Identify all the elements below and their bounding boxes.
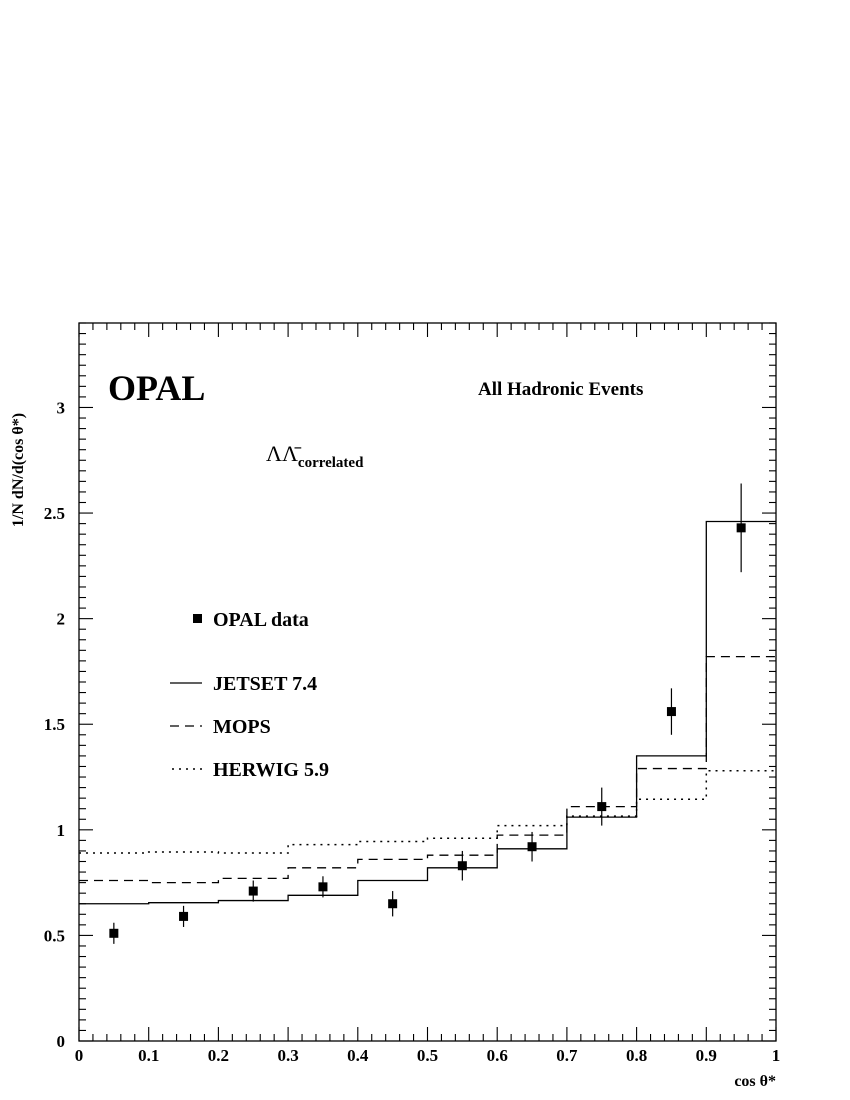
data-point [528, 842, 537, 851]
x-tick-label: 0 [74, 1046, 84, 1065]
data-point [388, 899, 397, 908]
legend-marker-data [193, 614, 202, 623]
plot-frame [79, 323, 776, 1041]
y-tick-label: 3 [56, 398, 65, 418]
data-point [318, 882, 327, 891]
x-axis-label: cos θ* [734, 1073, 776, 1090]
chart-subtitle: All Hadronic Events [478, 379, 644, 400]
x-tick-label: 0.5 [416, 1046, 439, 1065]
data-point [737, 523, 746, 532]
x-tick-label: 0.2 [207, 1046, 230, 1065]
axis-ticks [79, 323, 776, 1041]
legend-label-mops: MOPS [213, 716, 271, 738]
y-tick-label: 1 [56, 820, 65, 840]
data-point [249, 887, 258, 896]
x-tick-label: 0.9 [695, 1046, 717, 1065]
y-tick-labels [44, 398, 65, 1051]
legend [170, 609, 329, 781]
annotation-label [266, 441, 364, 471]
legend-label-herwig: HERWIG 5.9 [213, 759, 329, 781]
x-tick-label: 0.3 [277, 1046, 299, 1065]
y-axis-label: 1/N dN/d(cos θ*) [10, 412, 27, 528]
legend-label-data: OPAL data [213, 609, 309, 631]
data-point [109, 929, 118, 938]
annotation-subscript: correlated [297, 455, 364, 471]
y-tick-label: 2 [56, 609, 65, 629]
x-tick-label: 0.1 [138, 1046, 160, 1065]
y-tick-label: 0.5 [43, 926, 65, 946]
data-point [458, 861, 467, 870]
y-tick-label: 0 [56, 1032, 65, 1051]
y-tick-label: 2.5 [43, 504, 65, 524]
annotation-main: ΛΛ̄ [266, 441, 298, 466]
data-point [667, 707, 676, 716]
x-tick-label: 0.4 [347, 1046, 369, 1065]
x-tick-label: 0.8 [625, 1046, 648, 1065]
chart-title: OPAL [108, 368, 206, 408]
x-tick-label: 1 [771, 1046, 781, 1065]
data-point [179, 912, 188, 921]
x-tick-label: 0.6 [486, 1046, 508, 1065]
data-point [597, 802, 606, 811]
legend-label-jetset: JETSET 7.4 [213, 673, 318, 695]
x-tick-label: 0.7 [556, 1046, 578, 1065]
herwig-histogram [79, 771, 776, 853]
y-tick-label: 1.5 [43, 715, 65, 735]
x-tick-labels [75, 1046, 781, 1065]
